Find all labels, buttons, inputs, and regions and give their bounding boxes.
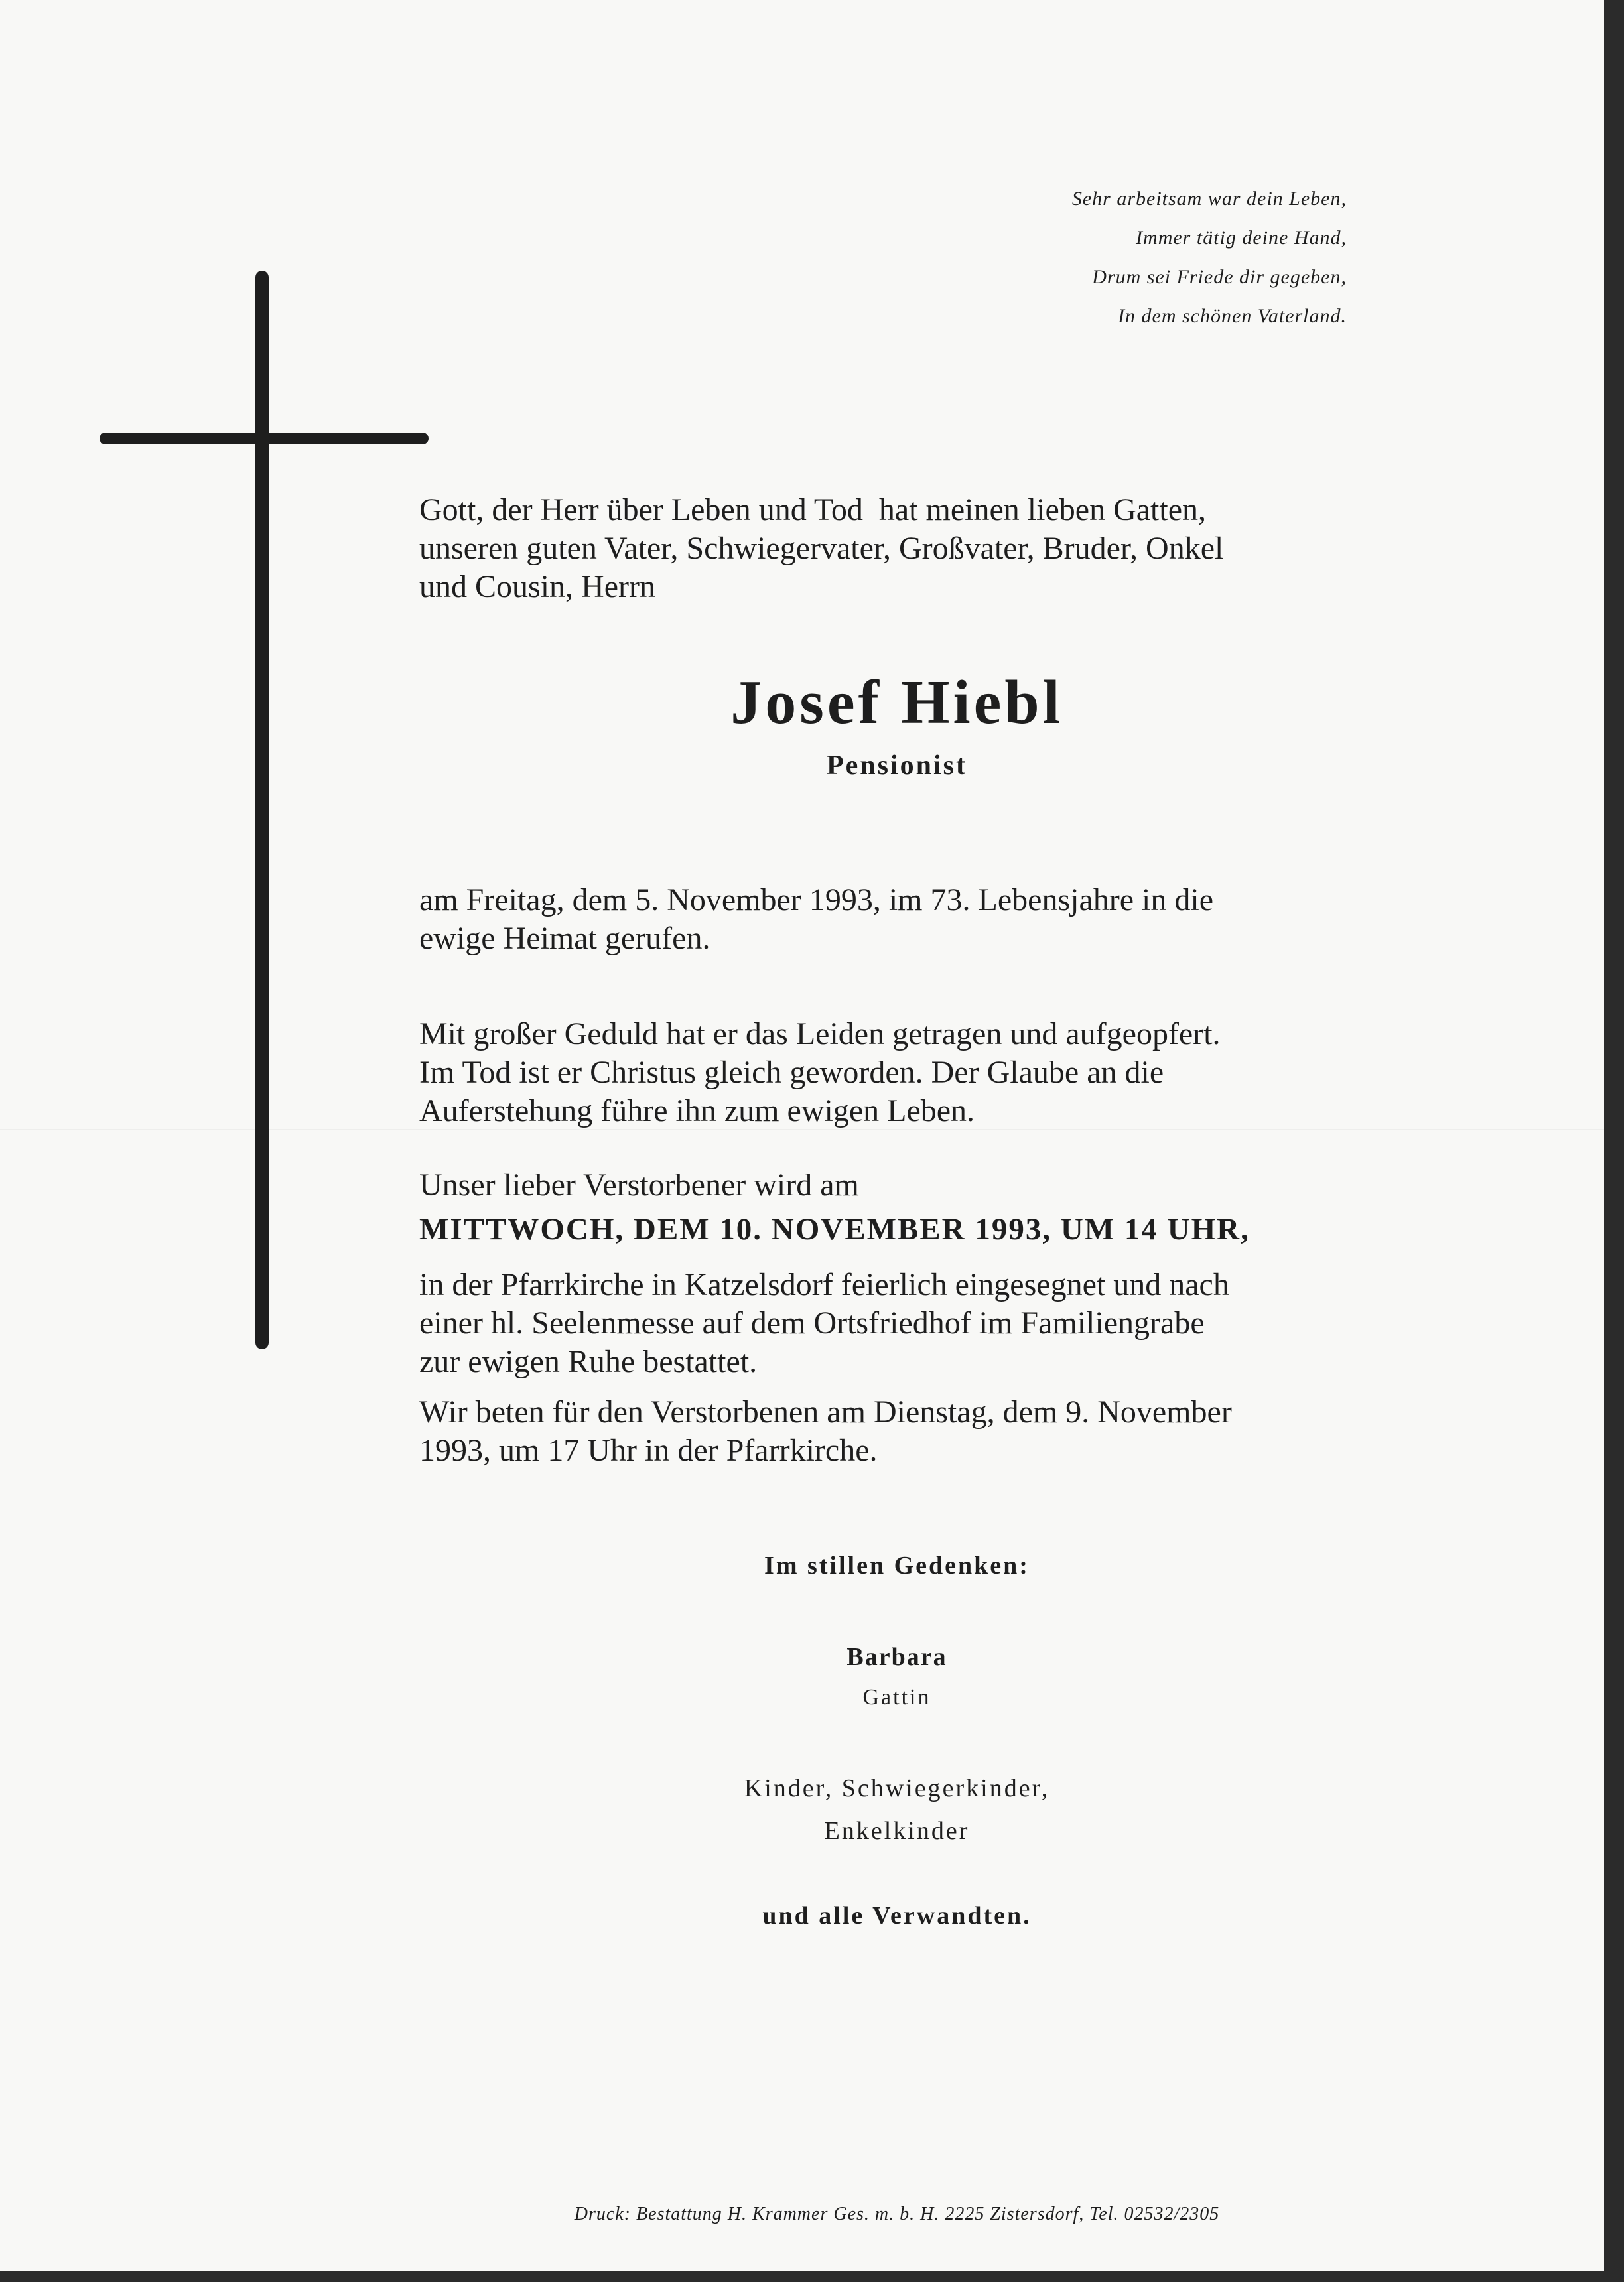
verse-line: Immer tätig deine Hand, bbox=[1136, 227, 1347, 249]
funeral-detail-line: zur ewigen Ruhe bestattet. bbox=[419, 1344, 758, 1379]
verse-line: Drum sei Friede dir gegeben, bbox=[1092, 266, 1347, 288]
death-notice-line: am Freitag, dem 5. November 1993, im 73. Lebensjahre in die bbox=[419, 882, 1214, 917]
funeral-detail-line: einer hl. Seelenmesse auf dem Ortsfriedhof im Familiengrabe bbox=[419, 1306, 1205, 1341]
death-notice-paragraph bbox=[419, 881, 1213, 958]
widow-name: Barbara bbox=[846, 1643, 947, 1671]
verse-line: In dem schönen Vaterland. bbox=[1118, 305, 1347, 327]
prayer-line: Wir beten für den Verstorbenen am Dienstag, dem 9. November bbox=[419, 1394, 1232, 1430]
prayer-paragraph bbox=[419, 1393, 1232, 1470]
intro-paragraph bbox=[419, 491, 1223, 606]
suffering-line: Auferstehung führe ihn zum ewigen Leben. bbox=[419, 1093, 975, 1128]
cross-horizontal-bar bbox=[100, 433, 429, 444]
widow-role: Gattin bbox=[862, 1685, 931, 1710]
suffering-line: Im Tod ist er Christus gleich geworden. Der Glaube an die bbox=[419, 1055, 1164, 1090]
deceased-name: Josef Hiebl bbox=[730, 668, 1063, 737]
verse-line: Sehr arbeitsam war dein Leben, bbox=[1071, 188, 1347, 210]
children-mourners bbox=[419, 1767, 1375, 1852]
children-line: Kinder, Schwiegerkinder, bbox=[744, 1775, 1050, 1802]
memorial-verse bbox=[750, 179, 1347, 336]
death-notice-line: ewige Heimat gerufen. bbox=[419, 921, 710, 956]
funeral-detail-paragraph bbox=[419, 1266, 1229, 1381]
children-line: Enkelkinder bbox=[824, 1817, 970, 1845]
suffering-paragraph bbox=[419, 1015, 1221, 1130]
intro-line: unseren guten Vater, Schwiegervater, Großvater, Bruder, Onkel bbox=[419, 531, 1224, 566]
mourners-title: Im stillen Gedenken: bbox=[764, 1552, 1030, 1579]
relatives-mourners: und alle Verwandten. bbox=[762, 1902, 1032, 1930]
intro-line: Gott, der Herr über Leben und Tod hat meinen lieben Gatten, bbox=[419, 492, 1207, 527]
printer-imprint: Druck: Bestattung H. Krammer Ges. m. b. H. 2225 Zistersdorf, Tel. 02532/2305 bbox=[574, 2204, 1220, 2224]
suffering-line: Mit großer Geduld hat er das Leiden getragen und aufgeopfert. bbox=[419, 1016, 1221, 1051]
intro-line: und Cousin, Herrn bbox=[419, 569, 655, 604]
funeral-date: MITTWOCH, DEM 10. NOVEMBER 1993, UM 14 UHR, bbox=[419, 1212, 1250, 1246]
funeral-lead: Unser lieber Verstorbener wird am bbox=[419, 1168, 859, 1203]
prayer-line: 1993, um 17 Uhr in der Pfarrkirche. bbox=[419, 1433, 878, 1468]
deceased-occupation: Pensionist bbox=[826, 750, 968, 781]
funeral-detail-line: in der Pfarrkirche in Katzelsdorf feierlich eingesegnet und nach bbox=[419, 1267, 1229, 1302]
